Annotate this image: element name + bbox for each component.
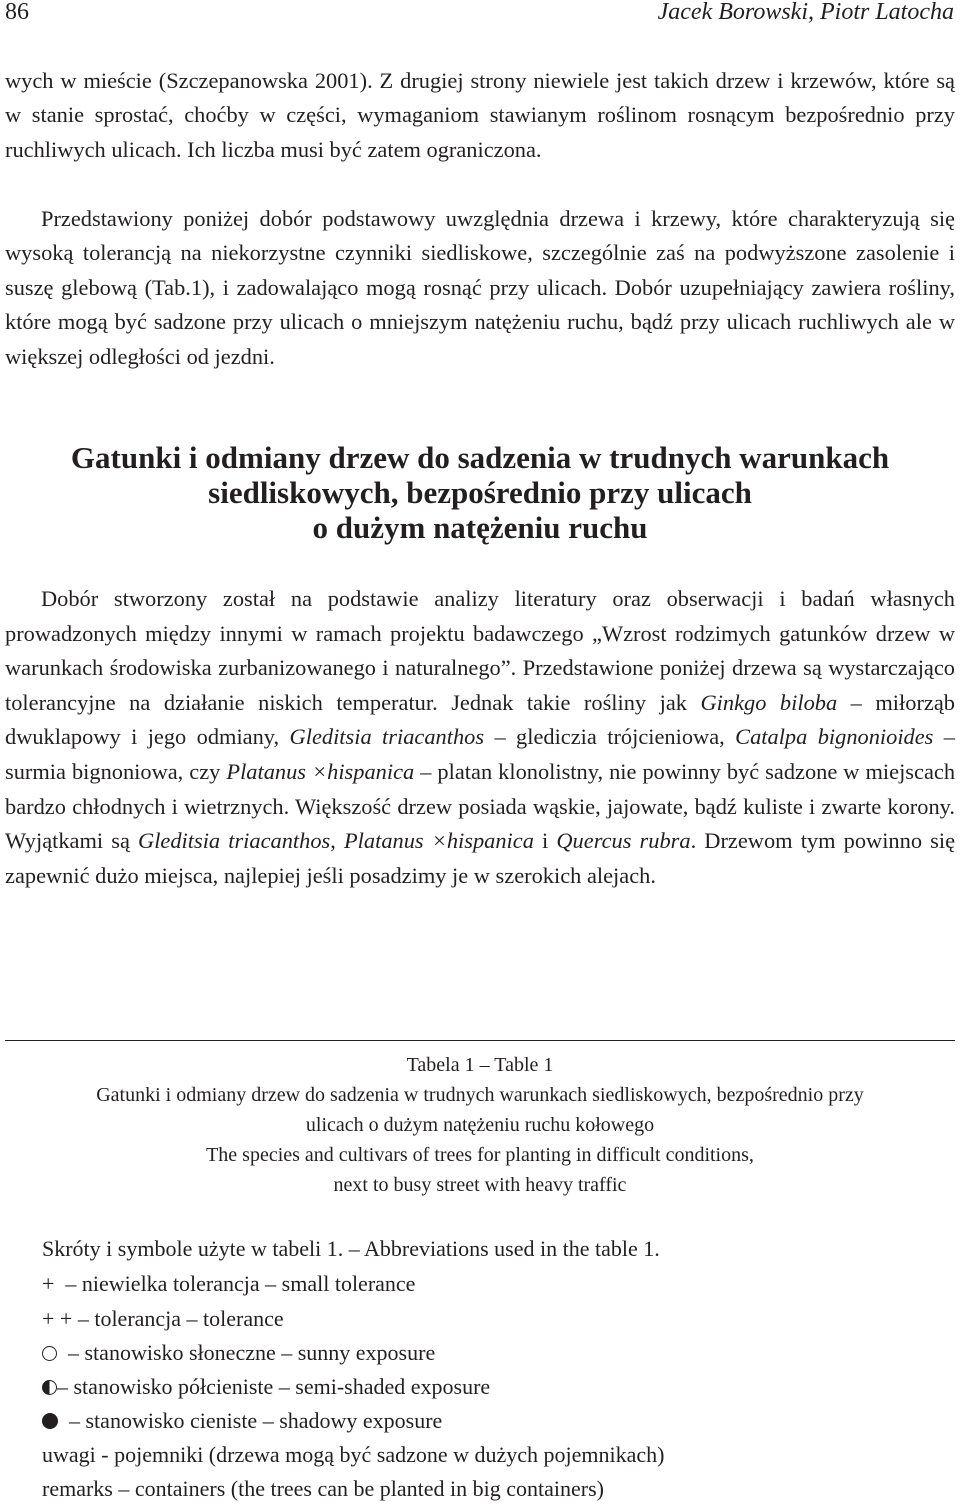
- species-name: Quercus rubra: [556, 828, 691, 854]
- page-number: 86: [5, 0, 29, 25]
- legend-text: – tolerancja – tolerance: [77, 1306, 284, 1331]
- section-heading: [0, 440, 960, 545]
- legend-text: – stanowisko cieniste – shadowy exposure: [69, 1408, 443, 1433]
- text-run: – surmia bignoniowa, czy: [5, 724, 956, 784]
- species-name: Platanus ×hispanica: [226, 758, 415, 784]
- running-header-authors: Jacek Borowski, Piotr Latocha: [657, 0, 954, 25]
- legend-shadowy: [42, 1406, 442, 1436]
- plus-symbol: +: [42, 1271, 55, 1296]
- section-heading-line: siedliskowych, bezpośrednio przy ulicach: [208, 475, 752, 510]
- legend-sunny: [42, 1338, 435, 1368]
- legend-text: – stanowisko półcieniste – semi-shaded exposure: [57, 1374, 491, 1399]
- table-caption-line: ulicach o dużym natężeniu ruchu kołowego: [305, 1114, 655, 1136]
- paragraph-continuation: wych w mieście (Szczepanowska 2001). Z drugiej strony niewiele jest takich drzew i krzewów, które są w stanie sprostać, choćby w części, wymaganiom stawianym roślinom rosnącym bezpośrednio przy ruchliwych ulicach. Ich liczba musi być zatem ograniczona.: [5, 68, 955, 162]
- table-caption-label: Tabela 1 – Table 1: [406, 1054, 554, 1076]
- empty-circle-icon: [42, 1346, 57, 1361]
- text-run: – miłorząb dwuklapowy i jego odmiany,: [5, 689, 955, 750]
- paragraph-selection-text: Przedstawiony poniżej dobór podstawowy uwzględnia drzewa i krzewy, które charakteryzują się wysoką tolerancją na niekorzystne czynniki siedliskowe, szczególnie zaś na podwyższone zasolenie i suszę glebową (Tab.1), i zadowalająco mogą rosnąć przy ulicach. Dobór uzupełniający zawiera rośliny, które mogą być sadzone przy ulicach o mniejszym natężeniu ruchu, bądź przy ulicach ruchliwych ale w większej odległości od jezdni.: [5, 206, 955, 369]
- text-run: . Drzewom tym powinno się zapewnić dużo miejsca, najlepiej jeśli posadzimy je w szerokich alejach.: [5, 828, 956, 888]
- legend-small-tolerance: [42, 1269, 415, 1299]
- legend-remarks-en: remarks – containers (the trees can be planted in big containers): [42, 1476, 604, 1501]
- text-run: ,: [330, 828, 344, 854]
- section-heading-line: Gatunki i odmiany drzew do sadzenia w trudnych warunkach: [70, 440, 890, 475]
- species-name: Gleditsia triacanthos: [138, 828, 331, 854]
- legend-remarks-pl: uwagi - pojemniki (drzewa mogą być sadzone w dużych pojemnikach): [42, 1442, 665, 1467]
- legend-text: – stanowisko słoneczne – sunny exposure: [68, 1340, 436, 1365]
- half-filled-circle-icon: [42, 1380, 57, 1395]
- legend-text: – niewielka tolerancja – small tolerance: [65, 1271, 416, 1296]
- legend-tolerance: [42, 1304, 284, 1334]
- species-name: Platanus ×hispanica: [344, 828, 534, 854]
- filled-circle-icon: [42, 1413, 58, 1429]
- text-run: – platan klonolistny, nie powinny być sadzone w miejscach bardzo chłodnych i wietrznych. Większość drzew posiada wąskie, jajowate, bądź kuliste i zwarte korony. Wyjątkami są: [5, 758, 956, 854]
- table-caption-line: next to busy street with heavy traffic: [333, 1174, 627, 1196]
- legend-semi-shaded: [42, 1372, 490, 1402]
- species-name: Ginkgo biloba: [700, 689, 838, 715]
- paragraph-selection-basis: [5, 582, 955, 893]
- species-name: Gleditsia triacanthos: [289, 724, 485, 750]
- text-run: i: [533, 828, 557, 854]
- section-heading-line: o dużym natężeniu ruchu: [312, 510, 648, 545]
- table-top-rule: [5, 1040, 955, 1041]
- double-plus-symbol: + +: [42, 1306, 73, 1331]
- table-caption-line: Gatunki i odmiany drzew do sadzenia w trudnych warunkach siedliskowych, bezpośrednio przy: [96, 1084, 864, 1106]
- table-caption-line: The species and cultivars of trees for planting in difficult conditions,: [206, 1144, 754, 1166]
- paragraph-selection: [5, 202, 955, 374]
- species-name: Catalpa bignonioides: [735, 724, 934, 750]
- legend-title: Skróty i symbole użyte w tabeli 1. – Abbreviations used in the table 1.: [42, 1236, 660, 1261]
- text-run: Dobór stworzony został na podstawie analizy literatury oraz obserwacji i badań własnych prowadzonych między innymi w ramach projektu badawczego „Wzrost rodzimych gatunków drzew w warunkach środowiska zurbanizowanego i naturalnego”. Przedstawione poniżej drzewa są wystarczająco tolerancyjne na działanie niskich temperatur. Jednak takie rośliny jak: [5, 586, 955, 715]
- table-caption-title: [0, 1080, 960, 1200]
- text-run: – glediczia trójcieniowa,: [484, 724, 736, 750]
